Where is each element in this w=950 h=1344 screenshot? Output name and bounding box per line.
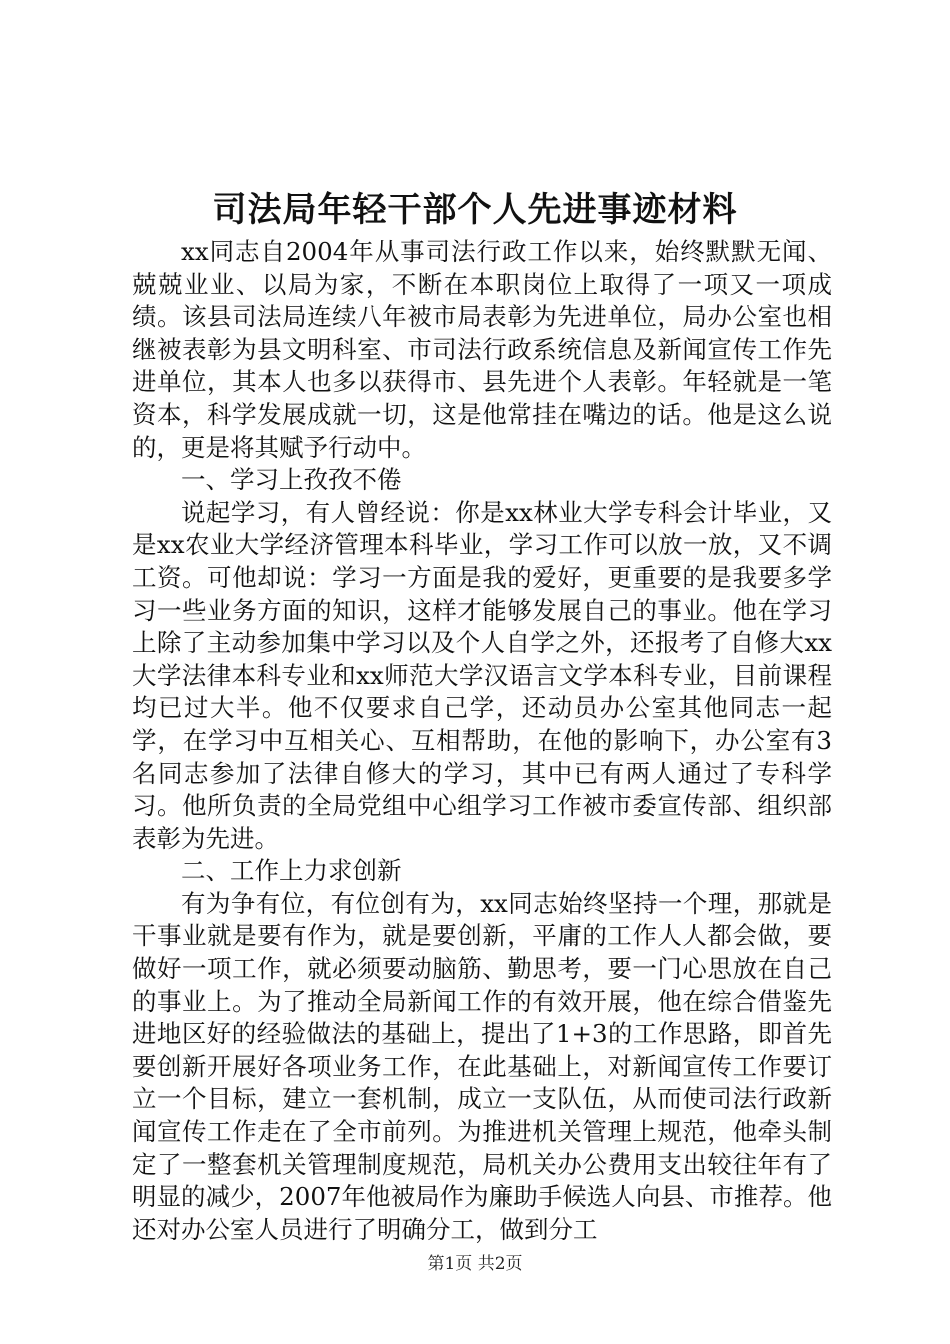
paragraph-innovation: 有为争有位，有位创有为，xx同志始终坚持一个理，那就是干事业就是要有作为，就是要创新，平庸的工作人人都会做，要做好一项工作，就必须要动脑筋、勤思考，要一门心思放在自己的事业上。为了推动全局新闻工作的有效开展，他在综合借鉴先进地区好的经验做法的基础上，提出了1+3的工作思路，即首先要创新开展好各项业务工作，在此基础上，对新闻宣传工作要订立一个目标，建立一套机制，成立一支队伍，从而使司法行政新闻宣传工作走在了全市前列。为推进机关管理上规范，他牵头制定了一整套机关管理制度规范，局机关办公费用支出较往年有了明显的减少，2007年他被局作为廉助手候选人向县、市推荐。他还对办公室人员进行了明确分工，做到分工 [132, 888, 832, 1244]
paragraph-intro: xx同志自2004年从事司法行政工作以来，始终默默无闻、兢兢业业、以局为家，不断在本职岗位上取得了一项又一项成绩。该县司法局连续八年被市局表彰为先进单位，局办公室也相继被表彰为县文明科室、市司法行政系统信息及新闻宣传工作先进单位，其本人也多以获得市、县先进个人表彰。年轻就是一笔资本，科学发展成就一切，这是他常挂在嘴边的话。他是这么说的，更是将其赋予行动中。 [132, 237, 832, 462]
paragraph-study: 说起学习，有人曾经说：你是xx林业大学专科会计毕业，又是xx农业大学经济管理本科毕业，学习工作可以放一放，又不调工资。可他却说：学习一方面是我的爱好，更重要的是我要多学习一些业务方面的知识，这样才能够发展自己的事业。他在学习上除了主动参加集中学习以及个人自学之外，还报考了自修大xx大学法律本科专业和xx师范大学汉语言文学本科专业，目前课程均已过大半。他不仅要求自己学，还动员办公室其他同志一起学，在学习中互相关心、互相帮助，在他的影响下，办公室有3名同志参加了法律自修大的学习，其中已有两人通过了专科学习。他所负责的全局党组中心组学习工作被市委宣传部、组织部表彰为先进。 [132, 497, 832, 853]
document-body [132, 236, 832, 1246]
section-heading-study: 一、学习上孜孜不倦 [181, 465, 402, 495]
page-footer: 第1页 共2页 [427, 1254, 523, 1274]
section-heading-innovation: 二、工作上力求创新 [181, 856, 402, 886]
document-title: 司法局年轻干部个人先进事迹材料 [212, 190, 738, 230]
